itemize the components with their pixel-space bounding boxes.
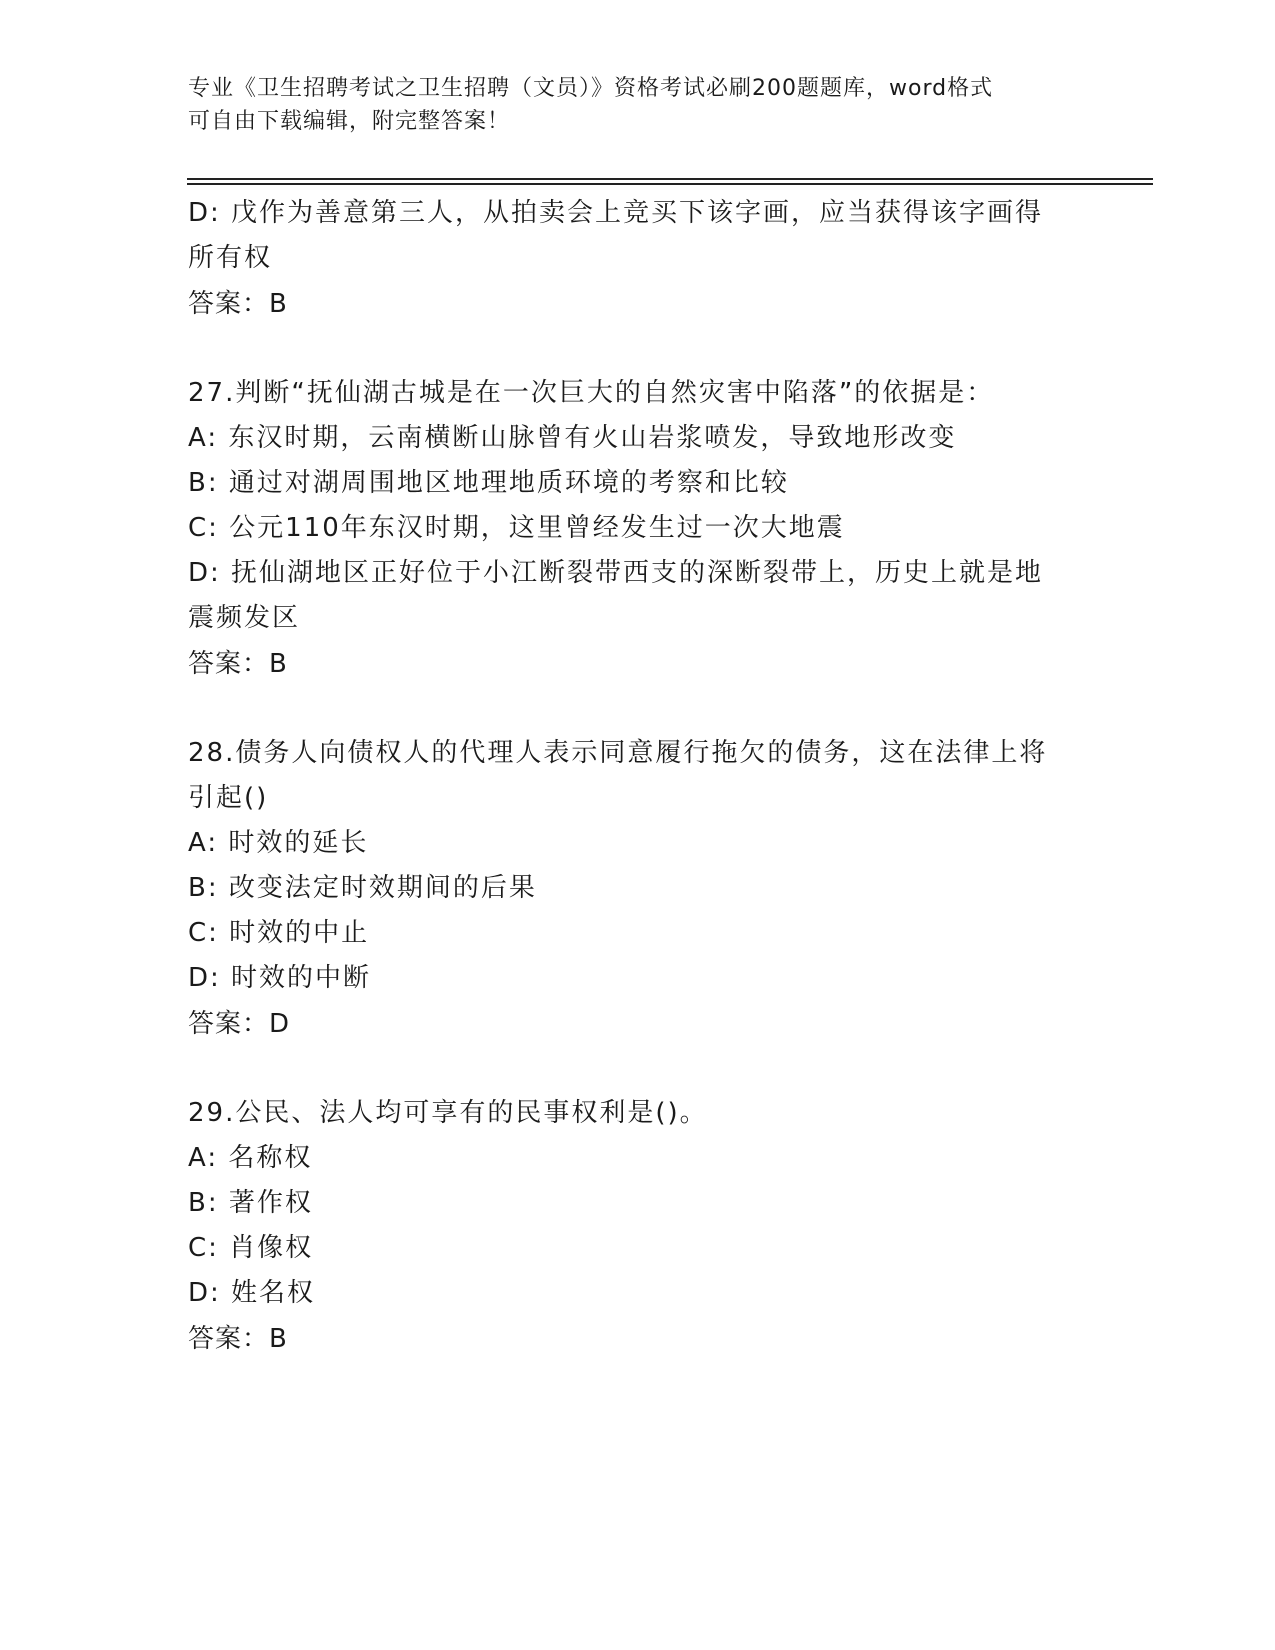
question-stem-continued: 引起() <box>188 783 269 813</box>
option-c: C: 公元110年东汉时期，这里曾经发生过一次大地震 <box>188 513 845 543</box>
option-c: C: 时效的中止 <box>188 918 370 948</box>
option-a: A: 名称权 <box>188 1143 313 1173</box>
spacer <box>188 1047 1088 1091</box>
question-list <box>188 191 1088 1362</box>
header-line-1: 专业《卫生招聘考试之卫生招聘（文员）》资格考试必刷200题题库，word格式 <box>188 76 994 101</box>
answer-line: 答案：B <box>188 1324 288 1354</box>
question-block <box>188 371 1088 687</box>
option-c: C: 肖像权 <box>188 1233 314 1263</box>
question-stem: 27.判断“抚仙湖古城是在一次巨大的自然灾害中陷落”的依据是： <box>188 378 995 408</box>
answer-line: 答案：B <box>188 289 288 319</box>
option-a: A: 东汉时期，云南横断山脉曾有火山岩浆喷发，导致地形改变 <box>188 423 957 453</box>
question-stem: 28.债务人向债权人的代理人表示同意履行拖欠的债务，这在法律上将 <box>188 738 1048 768</box>
question-block <box>188 1091 1088 1362</box>
question-block <box>188 731 1088 1047</box>
option-b: B: 通过对湖周围地区地理地质环境的考察和比较 <box>188 468 789 498</box>
spacer <box>188 327 1088 371</box>
option-line: 所有权 <box>188 243 273 273</box>
option-d: D: 抚仙湖地区正好位于小江断裂带西支的深断裂带上，历史上就是地 <box>188 558 1044 588</box>
answer-line: 答案：B <box>188 649 288 679</box>
option-a: A: 时效的延长 <box>188 828 369 858</box>
option-line: D: 戊作为善意第三人，从拍卖会上竞买下该字画，应当获得该字画得 <box>188 198 1044 228</box>
option-d-continued: 震频发区 <box>188 603 301 633</box>
header-divider-bottom <box>187 183 1153 185</box>
option-b: B: 著作权 <box>188 1188 313 1218</box>
document-header <box>188 72 1068 138</box>
spacer <box>188 687 1088 731</box>
option-d: D: 姓名权 <box>188 1278 316 1308</box>
header-divider-top <box>187 178 1153 180</box>
header-line-2: 可自由下载编辑，附完整答案！ <box>188 109 511 134</box>
question-block <box>188 191 1088 327</box>
answer-line: 答案：D <box>188 1009 291 1039</box>
option-b: B: 改变法定时效期间的后果 <box>188 873 537 903</box>
question-stem: 29.公民、法人均可享有的民事权利是()。 <box>188 1098 708 1128</box>
option-d: D: 时效的中断 <box>188 963 372 993</box>
